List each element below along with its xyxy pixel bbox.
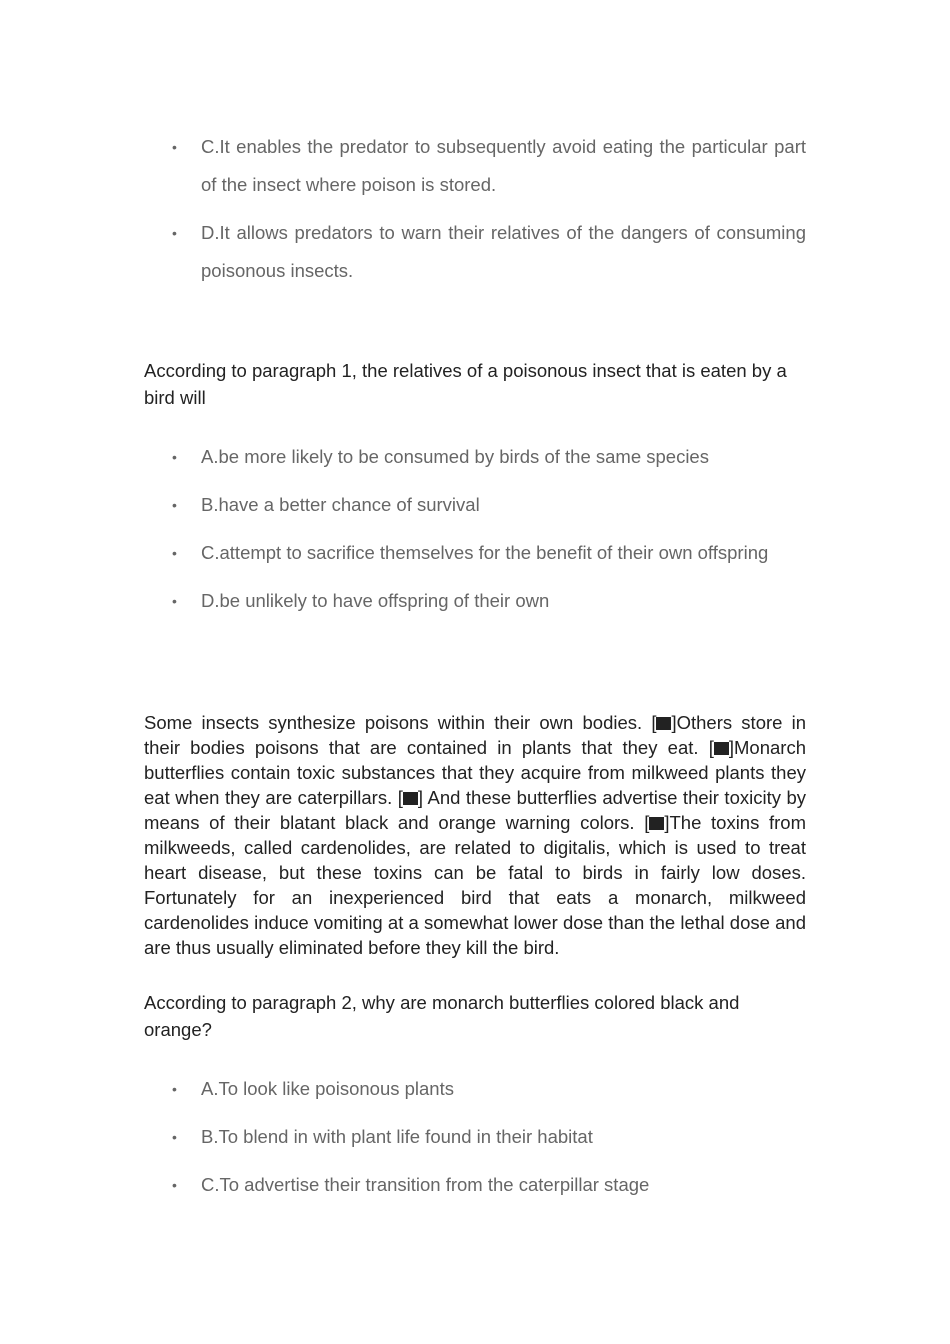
bullet-icon: • bbox=[172, 545, 177, 561]
answer-option[interactable] bbox=[144, 1123, 806, 1151]
bullet-icon: • bbox=[172, 139, 177, 155]
bullet-icon: • bbox=[172, 1177, 177, 1193]
insert-square-icon[interactable] bbox=[714, 742, 729, 755]
answer-option[interactable] bbox=[144, 1075, 806, 1103]
option-label: C.To advertise their transition from the caterpillar stage bbox=[201, 1174, 650, 1195]
previous-question-options bbox=[144, 128, 806, 300]
bullet-icon: • bbox=[172, 1081, 177, 1097]
option-label: A.To look like poisonous plants bbox=[201, 1078, 454, 1099]
question-2-options bbox=[144, 1075, 806, 1219]
option-label: B.have a better chance of survival bbox=[201, 494, 480, 515]
answer-option[interactable] bbox=[144, 539, 806, 567]
passage-text: ]Others store in their bodies poisons that are contained in plants that they eat. [ bbox=[144, 712, 806, 758]
question-1-options bbox=[144, 443, 806, 635]
bullet-icon: • bbox=[172, 593, 177, 609]
question-2-prompt: According to paragraph 2, why are monarch butterflies colored black and orange? bbox=[144, 992, 740, 1040]
passage-text: ]Monarch butterflies contain toxic substances that they acquire from milkweed plants they eat when they are caterpillars. [ bbox=[144, 737, 806, 808]
insert-square-icon[interactable] bbox=[656, 717, 671, 730]
insert-square-icon[interactable] bbox=[403, 792, 418, 805]
option-label: C.It enables the predator to subsequently avoid eating the particular part of the insect where poison is stored. bbox=[201, 136, 806, 195]
passage-text: Some insects synthesize poisons within their own bodies. [ bbox=[144, 712, 657, 733]
option-label: D.be unlikely to have offspring of their own bbox=[201, 590, 550, 611]
passage-text: ] And these butterflies advertise their toxicity by means of their blatant black and orange warning colors. [ bbox=[144, 787, 806, 833]
option-label: A.be more likely to be consumed by birds of the same species bbox=[201, 446, 709, 467]
option-label: C.attempt to sacrifice themselves for the benefit of their own offspring bbox=[201, 542, 769, 563]
option-label: D.It allows predators to warn their relatives of the dangers of consuming poisonous insects. bbox=[201, 222, 806, 281]
passage-paragraph-2 bbox=[144, 710, 806, 960]
answer-option[interactable] bbox=[144, 587, 806, 615]
answer-option[interactable] bbox=[144, 128, 806, 204]
insert-square-icon[interactable] bbox=[649, 817, 664, 830]
answer-option[interactable] bbox=[144, 491, 806, 519]
answer-option[interactable] bbox=[144, 443, 806, 471]
passage-text: ]The toxins from milkweeds, called cardenolides, are related to digitalis, which is used to treat heart disease, but these toxins can be fatal to birds in fairly low doses. Fortunately for an inexperienced bird that eats a monarch, milkweed cardenolides induce vomiting at a somewhat lower dose than the lethal dose and are thus usually eliminated before they kill the bird. bbox=[144, 812, 806, 958]
answer-option[interactable] bbox=[144, 214, 806, 290]
question-1-prompt: According to paragraph 1, the relatives of a poisonous insect that is eaten by a bird will bbox=[144, 360, 787, 408]
bullet-icon: • bbox=[172, 225, 177, 241]
bullet-icon: • bbox=[172, 497, 177, 513]
option-label: B.To blend in with plant life found in their habitat bbox=[201, 1126, 593, 1147]
answer-option[interactable] bbox=[144, 1171, 806, 1199]
bullet-icon: • bbox=[172, 449, 177, 465]
bullet-icon: • bbox=[172, 1129, 177, 1145]
